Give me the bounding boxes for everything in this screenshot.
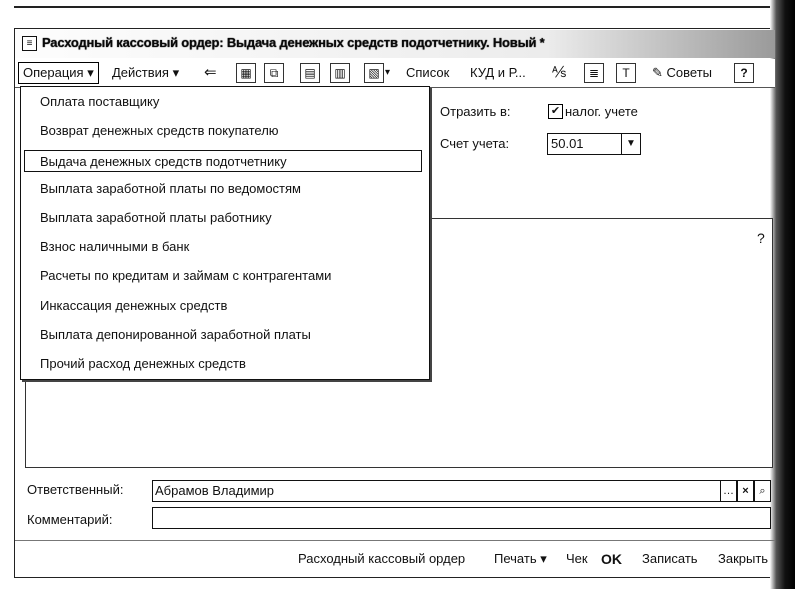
dt-kt-icon[interactable]: ⅍ [552,64,567,81]
responsible-label: Ответственный: [27,482,124,497]
top-border [14,6,780,8]
dropdown-arrow-icon: ▾ [540,551,547,566]
dropdown-arrow-icon: ▾ [172,65,180,80]
tax-accounting-checkbox[interactable]: ✔ [548,104,563,119]
print-label: Печать [494,551,537,566]
print-menu-button[interactable] [494,551,547,567]
help-hint-icon: ? [757,230,765,246]
menu-item[interactable]: Оплата поставщику [40,94,160,109]
save-button[interactable]: Записать [642,551,698,566]
responsible-field[interactable]: Абрамов Владимир [152,480,721,502]
select-ellipsis-button[interactable]: … [720,480,737,502]
account-label: Счет учета: [440,136,510,151]
tips-label: Советы [666,65,713,80]
tax-accounting-label: налог. учете [565,104,638,119]
tips-icon: ✎ [652,65,663,80]
tips-button[interactable] [652,63,712,83]
search-icon[interactable]: ⌕ [754,480,771,502]
menu-item[interactable]: Инкассация денежных средств [40,298,228,313]
unpost-document-icon[interactable]: ▥ [330,63,350,83]
reflect-label: Отразить в: [440,104,511,119]
dropdown-arrow-icon: ▾ [87,65,94,80]
comment-field[interactable] [152,507,771,529]
check-button[interactable]: Чек [566,551,588,566]
structure-icon[interactable]: ▧ [364,63,384,83]
kud-button[interactable]: КУД и Р... [470,65,526,80]
ok-button[interactable]: OK [601,551,622,567]
footer-separator [15,540,775,541]
menu-item[interactable]: Выплата депонированной заработной платы [40,327,311,342]
operation-menu-button[interactable] [18,62,99,84]
list-button[interactable]: Список [406,65,450,80]
comment-label: Комментарий: [27,512,113,527]
scan-edge [770,0,795,589]
clear-icon[interactable]: × [737,480,754,502]
copy-icon[interactable]: ⧉ [264,63,284,83]
text-format-icon[interactable]: T [616,63,636,83]
menu-item[interactable]: Выплата заработной платы по ведомостям [40,181,301,196]
menu-item[interactable]: Прочий расход денежных средств [40,356,246,371]
menu-item[interactable]: Взнос наличными в банк [40,239,190,254]
back-arrow-icon[interactable]: ⇐ [204,64,217,81]
account-field[interactable]: 50.01 [547,133,624,155]
actions-label: Действия [112,65,169,80]
document-icon: ≡ [22,36,37,51]
menu-item[interactable]: Выплата заработной платы работнику [40,210,272,225]
menu-item[interactable]: Возврат денежных средств покупателю [40,123,279,138]
dropdown-arrow-icon[interactable]: ▾ [385,67,391,78]
actions-menu-button[interactable] [112,63,179,83]
report-icon[interactable]: ≣ [584,63,604,83]
window-title: Расходный кассовый ордер: Выдача денежных средств подотчетнику. Новый * [42,35,545,50]
help-icon[interactable]: ? [734,63,754,83]
close-button[interactable]: Закрыть [718,551,769,566]
post-document-icon[interactable]: ▤ [300,63,320,83]
operation-label: Операция [23,65,84,80]
chevron-down-icon[interactable]: ▼ [621,133,641,155]
menu-item-selected[interactable]: Выдача денежных средств подотчетнику [24,150,422,172]
menu-item[interactable]: Расчеты по кредитам и займам с контрагентами [40,268,332,283]
print-form-button[interactable]: Расходный кассовый ордер [298,551,466,566]
calculator-icon[interactable]: ▦ [236,63,256,83]
